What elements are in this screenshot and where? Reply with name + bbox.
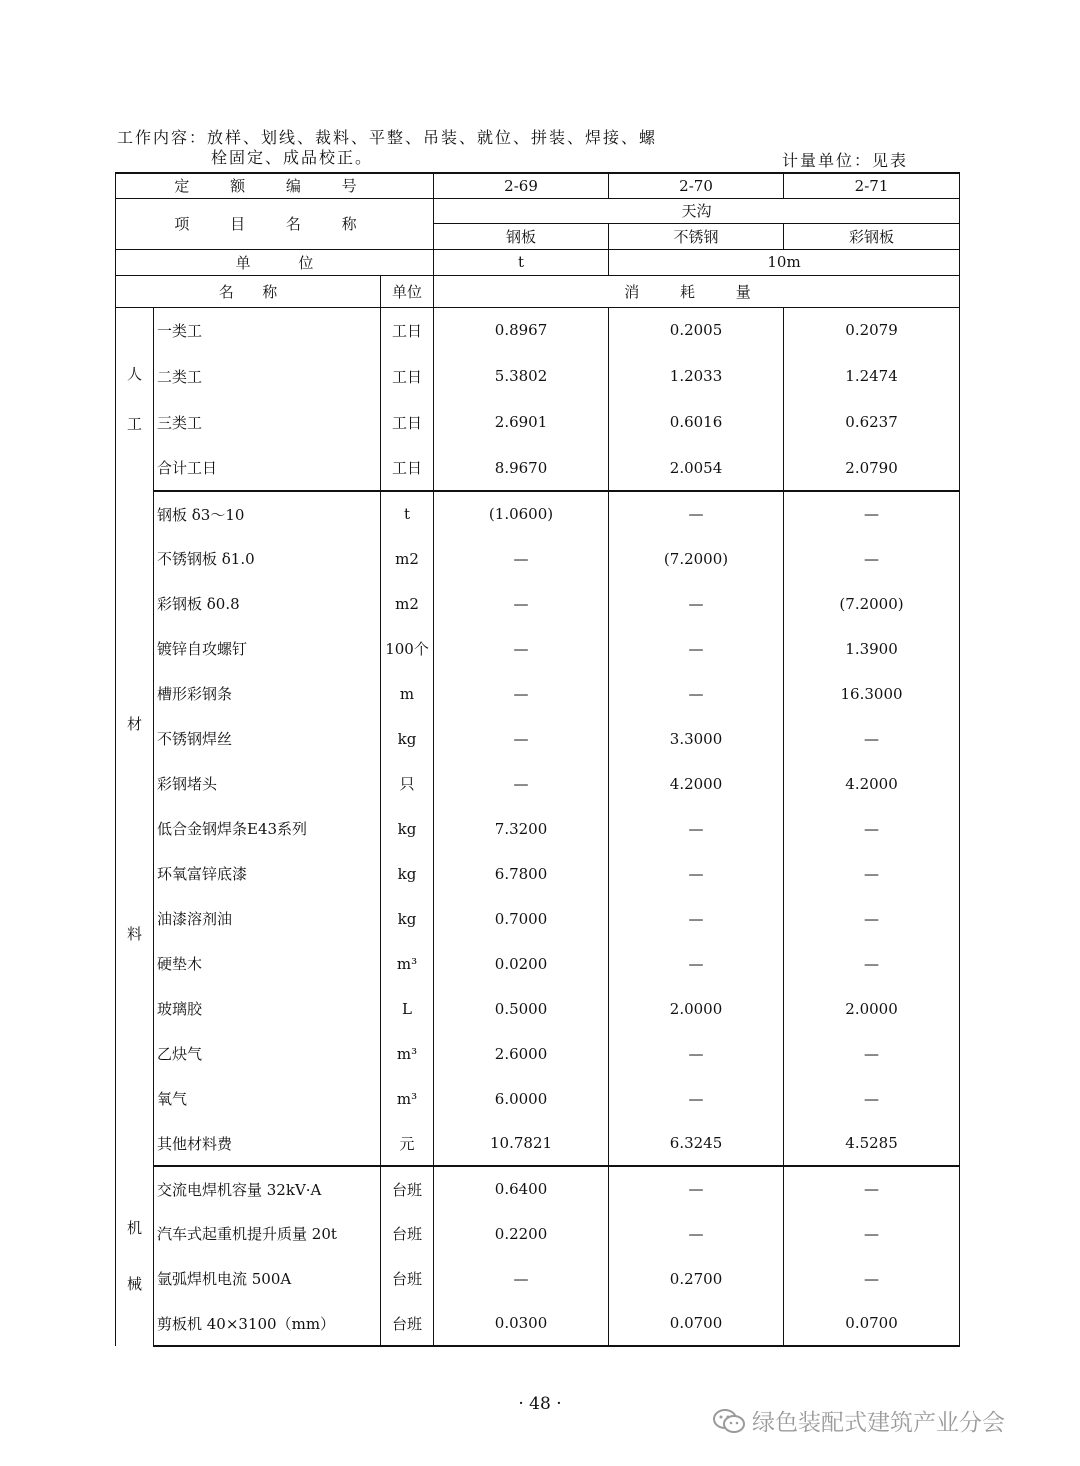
row-value: 0.2079: [784, 307, 960, 353]
row-value: 8.9670: [434, 445, 609, 491]
row-value: 0.0300: [434, 1301, 609, 1346]
row-name: 彩钢堵头: [154, 761, 381, 806]
row-name: 氧气: [154, 1076, 381, 1121]
row-value: —: [609, 1031, 784, 1076]
row-unit: m³: [381, 1076, 434, 1121]
work-content-line1: 工作内容：放样、划线、裁料、平整、吊装、就位、拼装、焊接、螺: [117, 128, 658, 147]
watermark-text: 绿色装配式建筑产业分会: [752, 1410, 1005, 1436]
table-row: [116, 1031, 960, 1076]
row-value: —: [609, 941, 784, 986]
row-unit: 台班: [381, 1166, 434, 1211]
row-value: —: [784, 1166, 960, 1211]
work-content: [117, 128, 657, 168]
row-unit: m2: [381, 536, 434, 581]
row-value: —: [434, 626, 609, 671]
col-name-header: 名 称: [116, 275, 381, 307]
row-value: 2.0790: [784, 445, 960, 491]
table-row: [116, 761, 960, 806]
watermark: [712, 1404, 1005, 1437]
row-name: 不锈钢板 δ1.0: [154, 536, 381, 581]
row-value: 4.2000: [609, 761, 784, 806]
row-value: 6.7800: [434, 851, 609, 896]
table-row: [116, 626, 960, 671]
item-group-row: [116, 198, 960, 223]
row-name: 不锈钢焊丝: [154, 716, 381, 761]
table-row: [116, 941, 960, 986]
row-name: 剪板机 40×3100（mm）: [154, 1301, 381, 1346]
row-name: 槽形彩钢条: [154, 671, 381, 716]
row-value: 6.3245: [609, 1121, 784, 1166]
unit-label: 单 位: [116, 249, 434, 275]
row-unit: m³: [381, 1031, 434, 1076]
row-name: 彩钢板 δ0.8: [154, 581, 381, 626]
table-row: [116, 399, 960, 445]
row-value: 4.2000: [784, 761, 960, 806]
unit-value: t: [434, 249, 609, 275]
wechat-icon: [712, 1408, 746, 1434]
quota-code: 2-71: [784, 173, 960, 198]
row-name: 硬垫木: [154, 941, 381, 986]
row-value: —: [434, 536, 609, 581]
row-value: —: [784, 536, 960, 581]
row-value: —: [434, 581, 609, 626]
row-unit: 台班: [381, 1211, 434, 1256]
item-name: 不锈钢: [609, 223, 784, 249]
table-row: [116, 671, 960, 716]
row-value: —: [609, 896, 784, 941]
row-value: —: [434, 1256, 609, 1301]
table-row: [116, 986, 960, 1031]
row-value: —: [784, 851, 960, 896]
category-label: 机械: [126, 1219, 142, 1293]
row-value: —: [784, 491, 960, 536]
unit-row: [116, 249, 960, 275]
row-unit: t: [381, 491, 434, 536]
row-unit: kg: [381, 896, 434, 941]
row-unit: m2: [381, 581, 434, 626]
row-unit: 台班: [381, 1256, 434, 1301]
row-unit: kg: [381, 851, 434, 896]
row-unit: 100个: [381, 626, 434, 671]
table-row: [116, 491, 960, 536]
row-unit: 工日: [381, 399, 434, 445]
item-label: 项 目 名 称: [116, 198, 434, 249]
row-value: —: [784, 806, 960, 851]
row-value: 0.6016: [609, 399, 784, 445]
row-value: —: [609, 671, 784, 716]
row-unit: kg: [381, 806, 434, 851]
category-cell: [116, 307, 154, 491]
item-group: 天沟: [434, 198, 960, 223]
quota-code: 2-70: [609, 173, 784, 198]
category-cell: [116, 491, 154, 1166]
row-unit: m: [381, 671, 434, 716]
row-value: —: [609, 851, 784, 896]
table-row: [116, 307, 960, 353]
col-consumption-header: 消 耗 量: [434, 275, 960, 307]
table-row: [116, 1301, 960, 1346]
row-name: 二类工: [154, 353, 381, 399]
row-value: 4.5285: [784, 1121, 960, 1166]
row-name: 合计工日: [154, 445, 381, 491]
column-header-row: [116, 275, 960, 307]
row-value: —: [609, 1211, 784, 1256]
row-unit: m³: [381, 941, 434, 986]
row-value: —: [434, 671, 609, 716]
row-value: —: [784, 1256, 960, 1301]
category-cell: [116, 1166, 154, 1346]
row-value: (7.2000): [609, 536, 784, 581]
table-row: [116, 851, 960, 896]
row-value: 0.8967: [434, 307, 609, 353]
row-value: 0.0700: [609, 1301, 784, 1346]
row-value: 0.5000: [434, 986, 609, 1031]
table-row: [116, 806, 960, 851]
row-value: (1.0600): [434, 491, 609, 536]
col-unit-header: 单位: [381, 275, 434, 307]
quota-label: 定 额 编 号: [116, 173, 434, 198]
table-row: [116, 536, 960, 581]
row-unit: kg: [381, 716, 434, 761]
table-row: [116, 445, 960, 491]
row-value: —: [609, 806, 784, 851]
table-row: [116, 1256, 960, 1301]
row-value: —: [609, 1076, 784, 1121]
row-value: 2.6901: [434, 399, 609, 445]
row-value: —: [784, 1211, 960, 1256]
row-unit: L: [381, 986, 434, 1031]
row-name: 其他材料费: [154, 1121, 381, 1166]
row-name: 油漆溶剂油: [154, 896, 381, 941]
row-name: 环氧富锌底漆: [154, 851, 381, 896]
unit-value: 10m: [609, 249, 960, 275]
row-value: 1.2474: [784, 353, 960, 399]
row-value: —: [784, 716, 960, 761]
row-value: 10.7821: [434, 1121, 609, 1166]
row-value: (7.2000): [784, 581, 960, 626]
row-name: 交流电焊机容量 32kV·A: [154, 1166, 381, 1211]
row-value: 0.2700: [609, 1256, 784, 1301]
row-value: 0.0700: [784, 1301, 960, 1346]
row-value: 7.3200: [434, 806, 609, 851]
row-value: —: [784, 896, 960, 941]
row-name: 钢板 δ3～10: [154, 491, 381, 536]
row-value: —: [609, 1166, 784, 1211]
row-name: 镀锌自攻螺钉: [154, 626, 381, 671]
row-unit: 台班: [381, 1301, 434, 1346]
quota-table: [115, 172, 960, 1347]
row-value: 1.3900: [784, 626, 960, 671]
row-value: 0.2200: [434, 1211, 609, 1256]
row-name: 低合金钢焊条E43系列: [154, 806, 381, 851]
row-unit: 只: [381, 761, 434, 806]
quota-code: 2-69: [434, 173, 609, 198]
row-unit: 工日: [381, 445, 434, 491]
table-row: [116, 716, 960, 761]
table-row: [116, 1076, 960, 1121]
row-unit: 工日: [381, 307, 434, 353]
category-label: 材料: [126, 714, 142, 943]
row-unit: 元: [381, 1121, 434, 1166]
row-value: 0.6400: [434, 1166, 609, 1211]
row-value: —: [609, 626, 784, 671]
row-name: 乙炔气: [154, 1031, 381, 1076]
row-value: 16.3000: [784, 671, 960, 716]
table-row: [116, 581, 960, 626]
row-unit: 工日: [381, 353, 434, 399]
row-value: 0.7000: [434, 896, 609, 941]
row-name: 汽车式起重机提升质量 20t: [154, 1211, 381, 1256]
table-row: [116, 1121, 960, 1166]
row-value: —: [609, 491, 784, 536]
row-value: —: [434, 716, 609, 761]
row-value: 3.3000: [609, 716, 784, 761]
table-row: [116, 353, 960, 399]
table-row: [116, 1166, 960, 1211]
category-label: 人工: [126, 365, 142, 434]
row-name: 玻璃胶: [154, 986, 381, 1031]
row-value: —: [434, 761, 609, 806]
row-value: —: [784, 1031, 960, 1076]
row-value: —: [609, 581, 784, 626]
item-name: 彩钢板: [784, 223, 960, 249]
row-value: 2.0000: [609, 986, 784, 1031]
work-content-line2: 栓固定、成品校正。: [211, 148, 374, 167]
row-value: 2.0054: [609, 445, 784, 491]
row-value: 1.2033: [609, 353, 784, 399]
row-value: 0.6237: [784, 399, 960, 445]
row-value: 0.0200: [434, 941, 609, 986]
item-name: 钢板: [434, 223, 609, 249]
row-value: 2.6000: [434, 1031, 609, 1076]
row-value: 6.0000: [434, 1076, 609, 1121]
page-number: · 48 ·: [518, 1394, 562, 1414]
row-name: 一类工: [154, 307, 381, 353]
measure-unit: 计量单位：见表: [782, 151, 909, 170]
table-row: [116, 896, 960, 941]
quota-code-row: [116, 173, 960, 198]
row-value: 2.0000: [784, 986, 960, 1031]
row-value: 0.2005: [609, 307, 784, 353]
row-value: —: [784, 1076, 960, 1121]
row-value: —: [784, 941, 960, 986]
row-name: 氩弧焊机电流 500A: [154, 1256, 381, 1301]
table-row: [116, 1211, 960, 1256]
row-name: 三类工: [154, 399, 381, 445]
row-value: 5.3802: [434, 353, 609, 399]
